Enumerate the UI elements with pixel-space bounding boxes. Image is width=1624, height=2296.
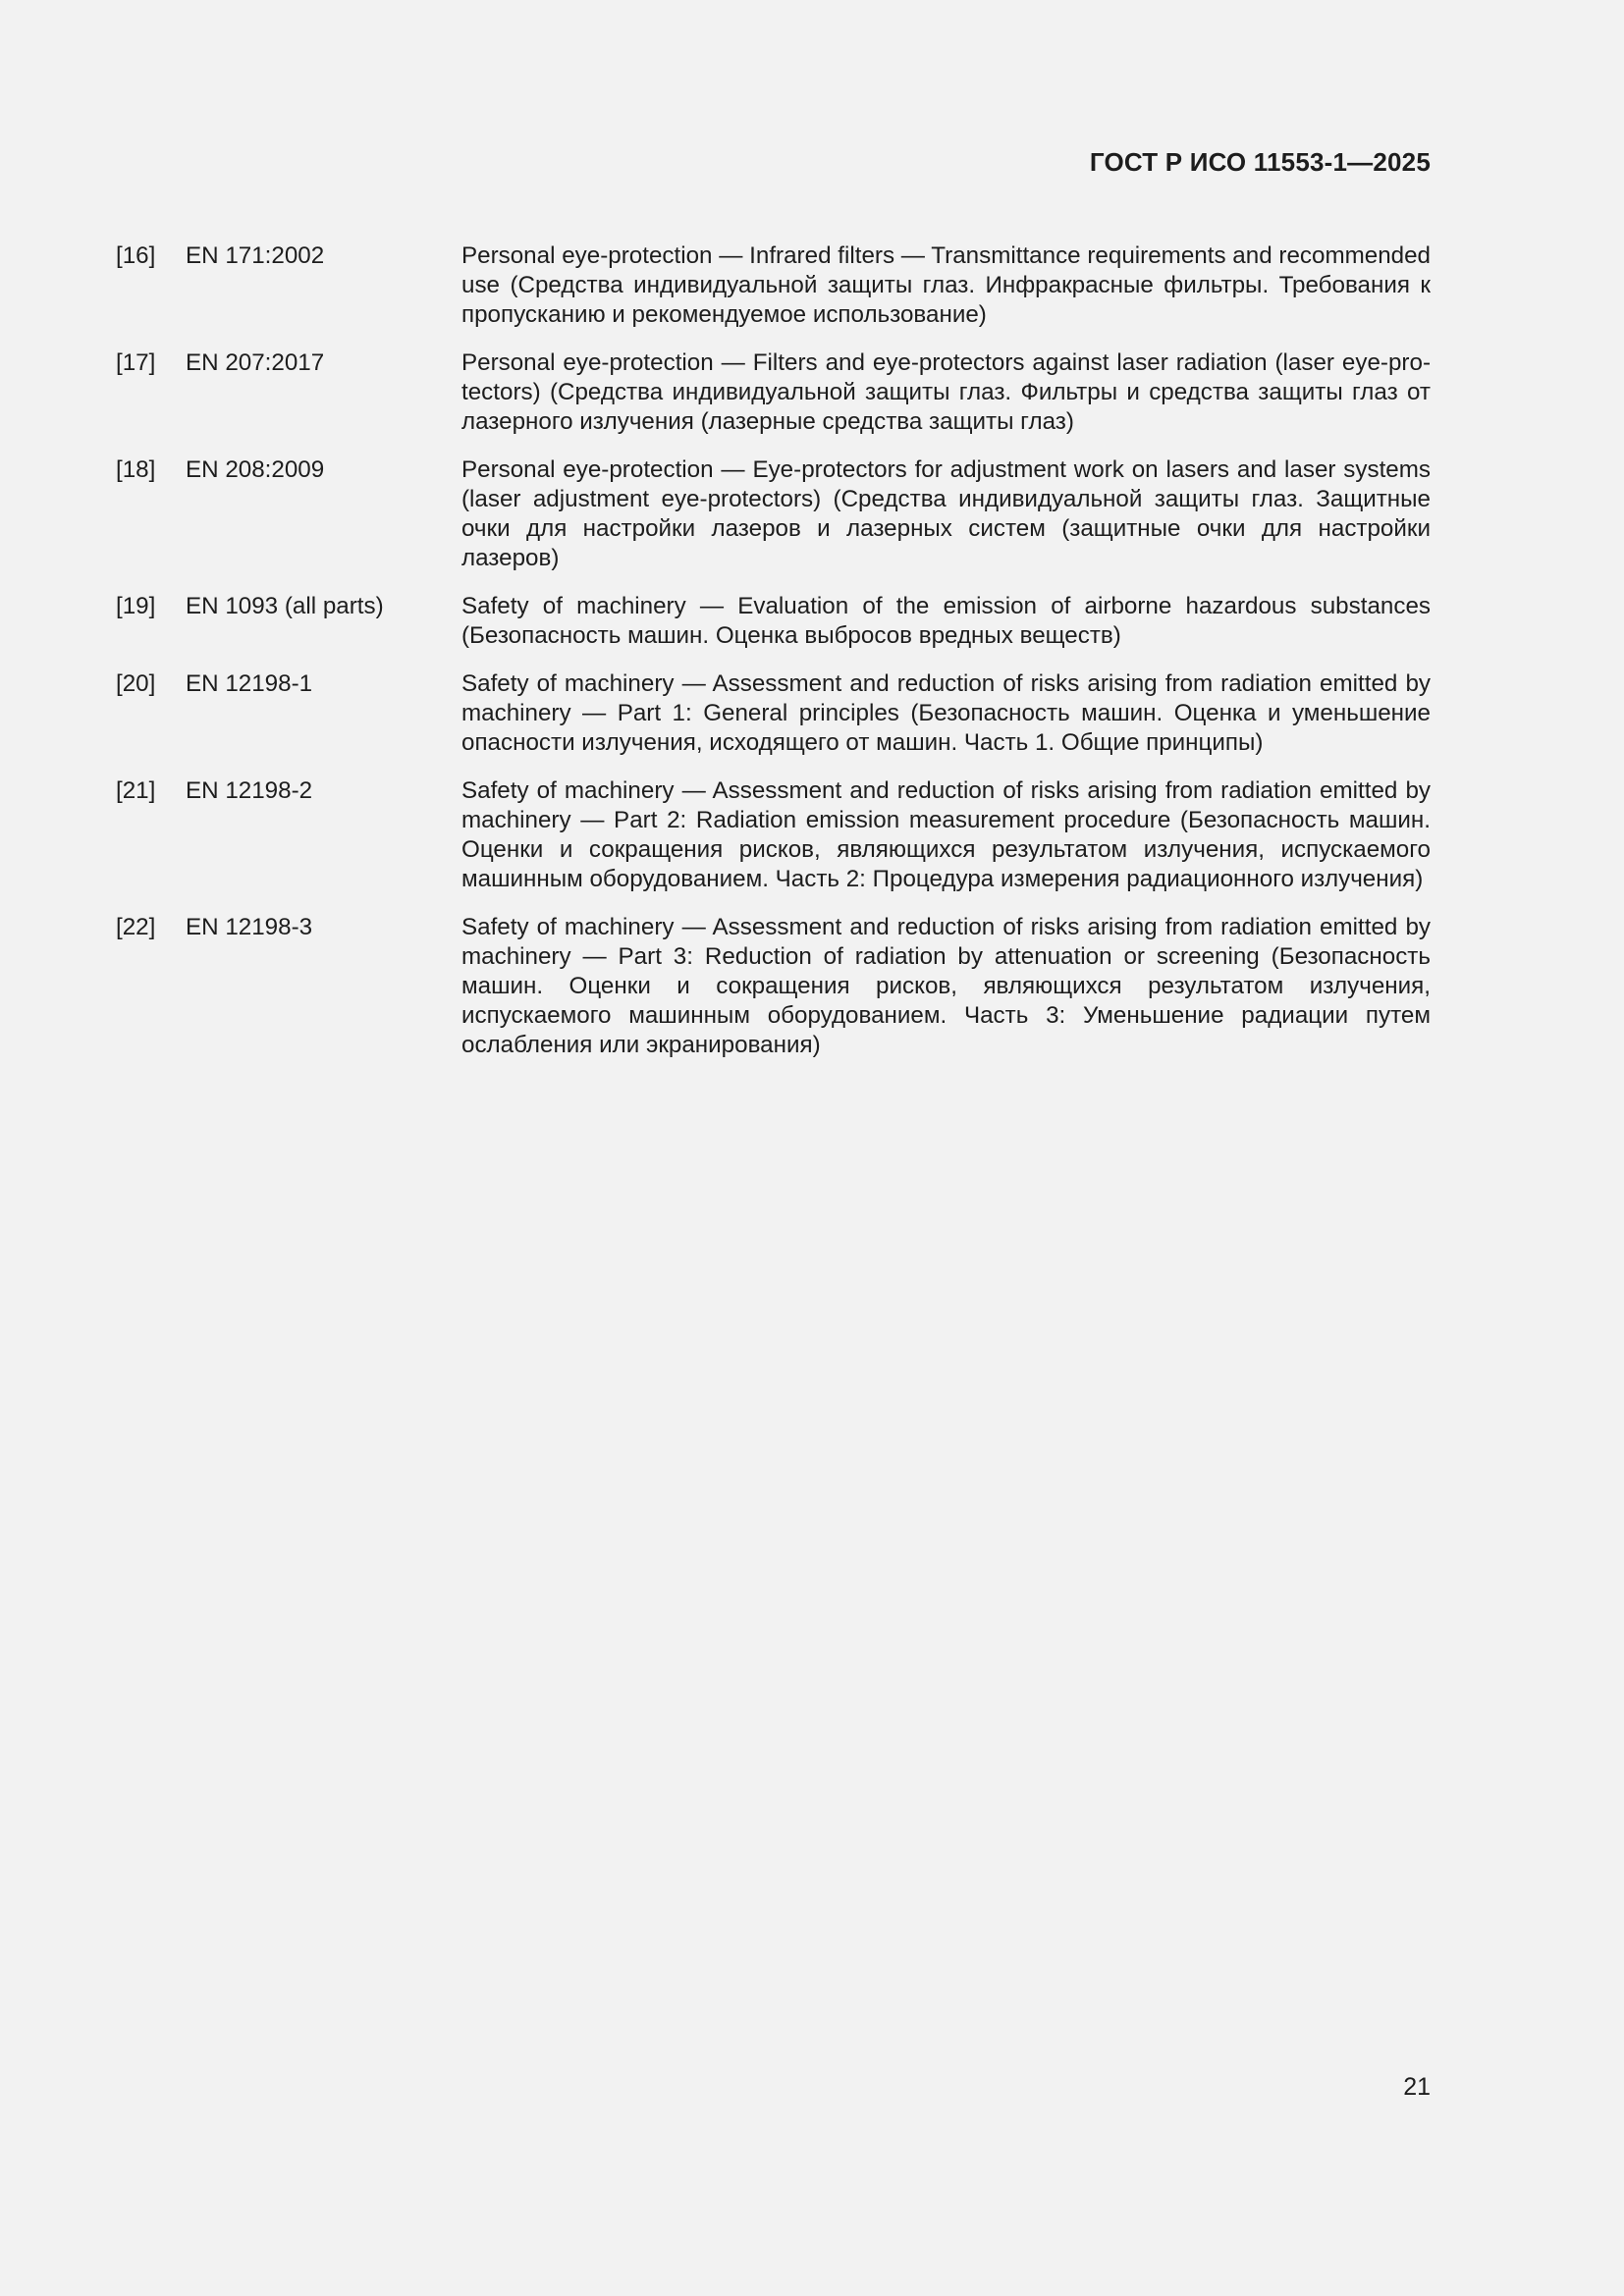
- reference-title: Safety of machinery — Evaluation of the emission of airborne hazardous substances (Безопасность машин. Оценка выбросов вредных веществ): [461, 593, 1431, 649]
- reference-title: Personal eye-protection — Infrared filters — Transmittance requirements and recommended use (Средства индивидуальной защиты глаз. Инфракрасные фильтры. Требования к пропусканию и рекомендуемое использование): [461, 242, 1431, 328]
- reference-code: EN 171:2002: [186, 242, 325, 269]
- reference-code: EN 12198-2: [186, 777, 313, 804]
- bibliography-entry-20: [116, 669, 1431, 758]
- page-number: 21: [1403, 2073, 1431, 2101]
- reference-number: [18]: [116, 456, 156, 483]
- bibliography-entry-21: [116, 776, 1431, 894]
- reference-code: EN 12198-3: [186, 914, 313, 940]
- reference-title: Safety of machinery — Assessment and reduction of risks arising from radiation emitted by machinery — Part 2: Radiation emission measurement procedure (Безопасность машин. Оценки и сокращения рисков, являющихся результатом излучения, испускаемого машинным оборудованием. Часть 2: Процедура измерения радиационного излучения): [461, 777, 1431, 892]
- bibliography-entry-18: [116, 455, 1431, 573]
- reference-number: [19]: [116, 593, 156, 619]
- reference-title: Safety of machinery — Assessment and reduction of risks arising from radiation emitted by machinery — Part 1: General principles (Безопасность машин. Оценка и уменьшение опасности излучения, исходящего от машин. Часть 1. Общие принципы): [461, 670, 1431, 756]
- reference-code: EN 1093 (all parts): [186, 593, 384, 619]
- reference-code: EN 208:2009: [186, 456, 325, 483]
- bibliography-entry-22: [116, 913, 1431, 1060]
- reference-number: [17]: [116, 349, 156, 376]
- bibliography-entry-16: [116, 241, 1431, 330]
- reference-number: [21]: [116, 777, 156, 804]
- reference-number: [16]: [116, 242, 156, 269]
- reference-code: EN 207:2017: [186, 349, 325, 376]
- reference-title: Safety of machinery — Assessment and reduction of risks arising from radiation emitted by machinery — Part 3: Reduction of radiation by attenuation or screening (Безопасность машин. Оценки и сокращения рисков, являющихся результатом излучения, испускаемого машинным оборудованием. Часть 3: Уменьшение радиации путем ослабления или экранирования): [461, 914, 1431, 1058]
- bibliography-list: [116, 241, 1431, 1079]
- reference-title: Personal eye-protection — Eye-protectors for adjustment work on lasers and laser systems (laser adjustment eye-protectors) (Средства индивидуальной защиты глаз. Защитные очки для настройки лазеров и лазерных систем (защитные очки для настройки лазеров): [461, 456, 1431, 571]
- page-header-standard-id: ГОСТ Р ИСО 11553-1—2025: [1089, 147, 1431, 177]
- reference-number: [22]: [116, 914, 156, 940]
- reference-title: Personal eye-protection — Filters and eye-protectors against laser radiation (laser eye-protectors) (Средства индивидуальной защиты глаз. Фильтры и средства защиты глаз от лазерного излучения (лазерные средства защиты глаз): [461, 349, 1431, 435]
- bibliography-entry-19: [116, 592, 1431, 651]
- reference-code: EN 12198-1: [186, 670, 313, 697]
- bibliography-entry-17: [116, 348, 1431, 437]
- reference-number: [20]: [116, 670, 156, 697]
